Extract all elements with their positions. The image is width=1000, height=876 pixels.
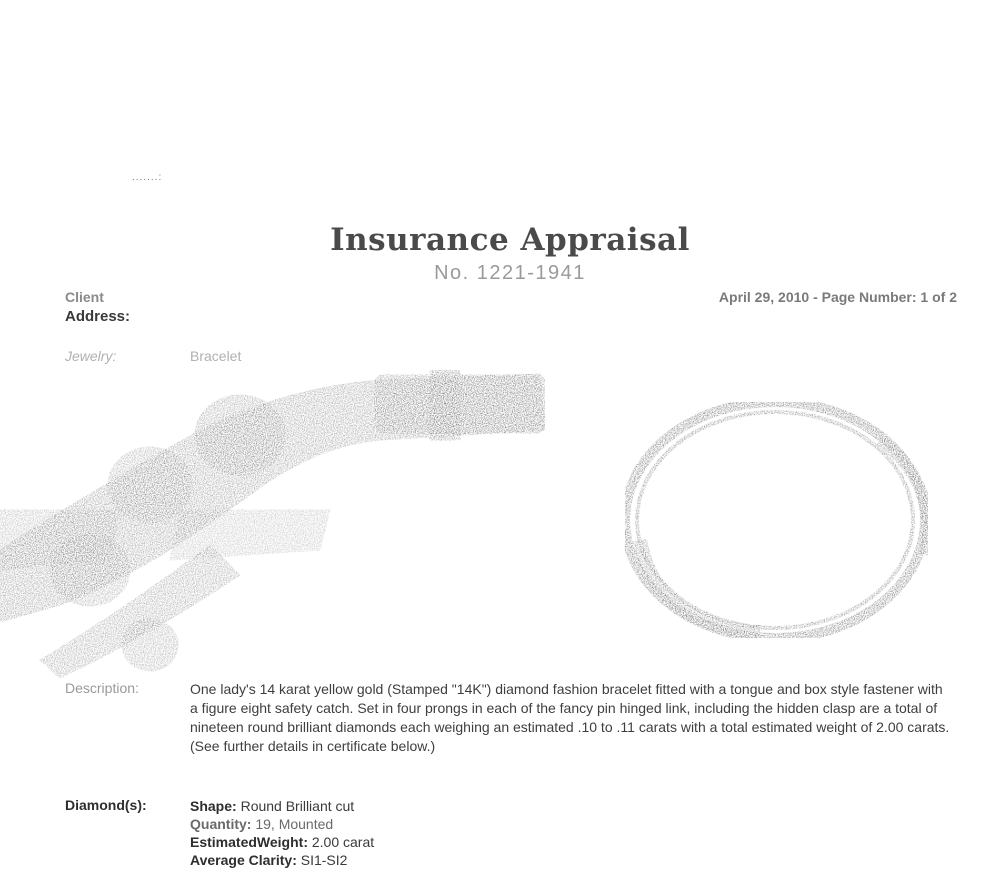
diamond-detail-value: 2.00 carat	[311, 834, 375, 850]
photo-area	[0, 360, 1000, 680]
scan-speck: .......:	[132, 172, 163, 183]
diamond-detail-value: SI1-SI2	[300, 852, 348, 868]
jewelry-label: Jewelry:	[65, 348, 117, 364]
description-text: One lady's 14 karat yellow gold (Stamped "14K") diamond fashion bracelet fitted with a tongue and box style fastener with a figure eight safety catch. Set in four prongs in each of the fancy pin hinged link, including the hidden clasp are a total of nineteen round brilliant diamonds each weighing an estimated .10 to .11 carats with a total estimated weight of 2.00 carats. (See further details in certificate below.)	[190, 681, 950, 754]
diamond-detail-key: Quantity:	[190, 816, 252, 832]
appraisal-number: No. 1221-1941	[434, 262, 586, 284]
diamond-detail-key: EstimatedWeight:	[190, 834, 308, 850]
bracelet-closeup-photo	[0, 370, 545, 678]
document-title: Insurance Appraisal	[330, 222, 690, 258]
client-label: Client	[65, 289, 104, 305]
diamond-detail-value: 19, Mounted	[255, 816, 334, 832]
date-page-number: April 29, 2010 - Page Number: 1 of 2	[718, 289, 957, 305]
jewelry-value: Bracelet	[190, 348, 242, 364]
diamond-detail-row	[190, 815, 374, 833]
diamond-details-list	[190, 797, 374, 869]
description-label: Description:	[65, 680, 139, 696]
bracelet-full-photo	[625, 402, 928, 638]
diamond-detail-row	[190, 797, 374, 815]
diamond-detail-key: Average Clarity:	[190, 852, 297, 868]
diamond-detail-row	[190, 833, 374, 851]
diamond-detail-key: Shape:	[190, 798, 237, 814]
address-label: Address:	[65, 308, 131, 325]
diamond-detail-value: Round Brilliant cut	[240, 798, 355, 814]
diamonds-label: Diamond(s):	[65, 797, 147, 813]
diamond-detail-row	[190, 851, 374, 869]
